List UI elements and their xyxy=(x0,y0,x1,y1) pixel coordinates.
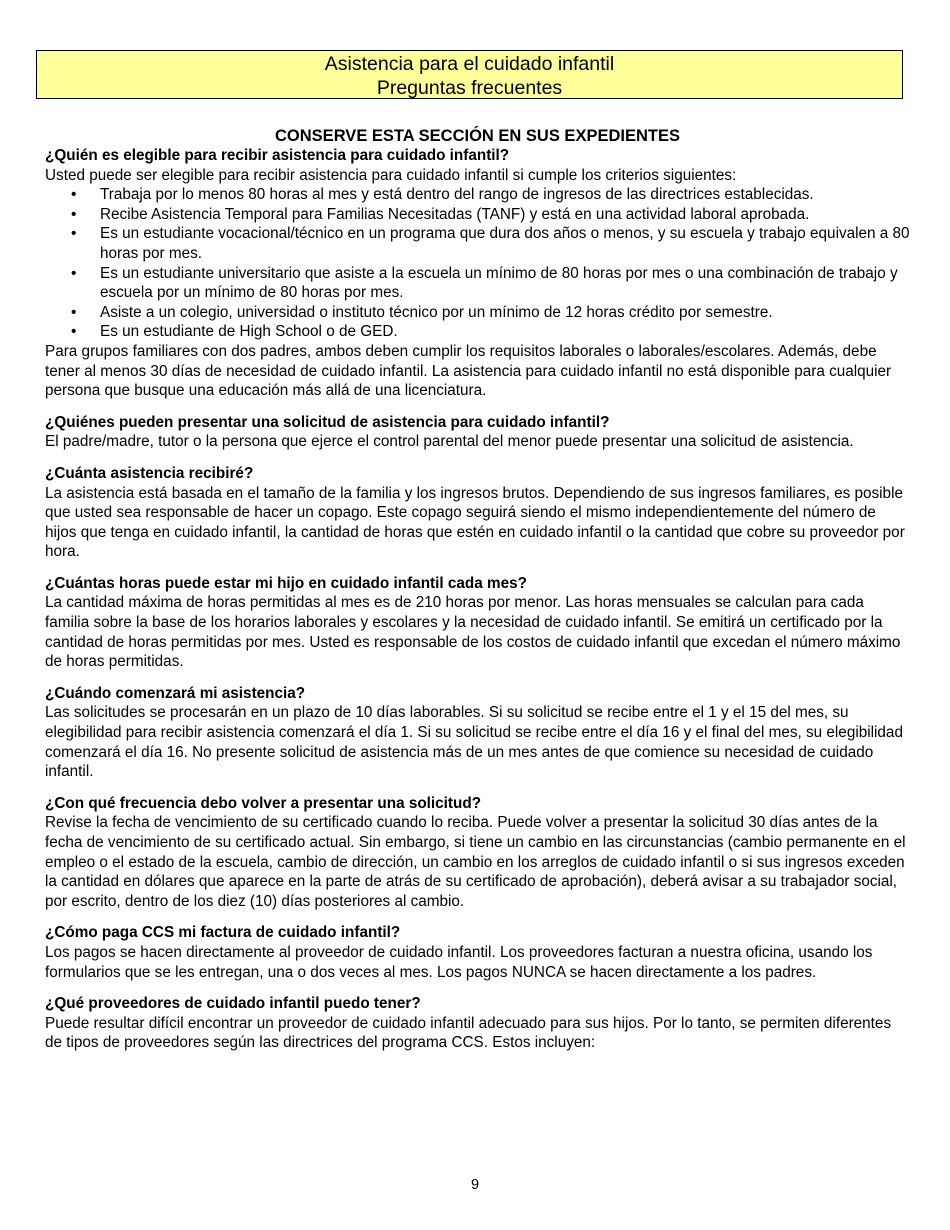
page-number: 9 xyxy=(470,1177,480,1193)
faq-answer: Los pagos se hacen directamente al proveedor de cuidado infantil. Los proveedores facturan a nuestra oficina, usando los formularios que se les entregan, una o dos veces al mes. Los pagos NUNCA se hacen directamente a los padres. xyxy=(45,943,873,981)
faq-intro: Usted puede ser elegible para recibir asistencia para cuidado infantil si cumple los criterios siguientes: xyxy=(45,166,737,184)
faq-answer: Puede resultar difícil encontrar un proveedor de cuidado infantil adecuado para sus hijos. Por lo tanto, se permiten diferentes de tipos de proveedores según las directrices del programa CCS. Estos incluyen: xyxy=(45,1014,892,1052)
title-box xyxy=(36,50,903,99)
list-item: • Es un estudiante de High School o de GED. xyxy=(71,323,398,341)
faq-question: ¿Quién es elegible para recibir asistencia para cuidado infantil? xyxy=(45,147,510,164)
faq-question: ¿Qué proveedores de cuidado infantil puedo tener? xyxy=(45,995,421,1013)
faq-question: ¿Quiénes pueden presentar una solicitud de asistencia para cuidado infantil? xyxy=(45,413,610,431)
faq-answer: El padre/madre, tutor o la persona que ejerce el control parental del menor puede presentar una solicitud de asistencia. xyxy=(45,433,854,451)
faq-question: ¿Con qué frecuencia debo volver a presentar una solicitud? xyxy=(45,794,482,812)
faq-section-reapply xyxy=(45,794,910,912)
eligibility-criteria-list xyxy=(45,185,910,342)
bullet-icon: • xyxy=(71,303,77,321)
faq-answer: La asistencia está basada en el tamaño de la familia y los ingresos brutos. Dependiendo de sus ingresos familiares, es posible que usted sea responsable de hacer un copago. Este copago seguirá siendo el mismo independientemente del número de hijos que tenga en cuidado infantil, la cantidad de horas que estén en cuidado infantil o la cantidad que cobre su proveedor por hora. xyxy=(45,484,905,561)
bullet-icon: • xyxy=(71,264,77,282)
faq-outro: Para grupos familiares con dos padres, ambos deben cumplir los requisitos laborales o laborales/escolares. Además, debe tener al menos 30 días de necesidad de cuidado infantil. La asistencia para cuidado infantil no está disponible para cualquier persona que busque una educación más allá de una licenciatura. xyxy=(45,342,892,400)
list-item: • Es un estudiante vocacional/técnico en un programa que dura dos años o menos, y su escuela y trabajo equivalen a 80 horas por mes. xyxy=(71,225,910,262)
list-item: • Trabaja por lo menos 80 horas al mes y está dentro del rango de ingresos de las directrices establecidas. xyxy=(71,186,814,204)
faq-question: ¿Cuánta asistencia recibiré? xyxy=(45,464,254,482)
title-line-2: Preguntas frecuentes xyxy=(376,77,563,99)
keep-section-notice: CONSERVE ESTA SECCIÓN EN SUS EXPEDIENTES xyxy=(275,127,680,145)
faq-section-payment xyxy=(45,923,910,982)
faq-section-eligibility xyxy=(45,146,910,401)
faq-question: ¿Cuándo comenzará mi asistencia? xyxy=(45,684,306,702)
faq-answer: La cantidad máxima de horas permitidas al mes es de 210 horas por menor. Las horas mensuales se calculan para cada familia sobre la base de los horarios laborales y escolares y la necesidad de cuidado infantil. Se emitirá un certificado por la cantidad de horas permitidas por mes. Usted es responsable de los costos de cuidado infantil que excedan el número máximo de horas permitidas. xyxy=(45,594,901,671)
list-item: • Asiste a un colegio, universidad o instituto técnico por un mínimo de 12 horas crédito por semestre. xyxy=(71,303,773,321)
list-item: • Recibe Asistencia Temporal para Familias Necesitadas (TANF) y está en una actividad laboral aprobada. xyxy=(71,205,810,223)
bullet-icon: • xyxy=(71,186,77,204)
faq-answer: Las solicitudes se procesarán en un plazo de 10 días laborables. Si su solicitud se recibe entre el 1 y el 15 del mes, su elegibilidad para recibir asistencia comenzará el día 1. Si su solicitud se recibe entre el día 16 y el final del mes, su elegibilidad comenzará el día 16. No presente solicitud de asistencia más de un mes antes de que comience su necesidad de cuidado infantil. xyxy=(45,704,903,781)
faq-answer: Revise la fecha de vencimiento de su certificado cuando lo reciba. Puede volver a presentar la solicitud 30 días antes de la fecha de vencimiento de su certificado actual. Sin embargo, si tiene un cambio en las circunstancias (cambio permanente en el empleo o el estado de la escuela, cambio de dirección, un cambio en los arreglos de cuidado infantil o si sus ingresos exceden la cantidad en dólares que aparece en la parte de atrás de su certificado de aprobación), deberá avisar a su trabajador social, por escrito, dentro de los diez (10) días posteriores al cambio. xyxy=(45,814,906,910)
list-item: • Es un estudiante universitario que asiste a la escuela un mínimo de 80 horas por mes o una combinación de trabajo y escuela por un mínimo de 80 horas por mes. xyxy=(71,264,898,302)
bullet-icon: • xyxy=(71,225,77,243)
faq-question: ¿Cómo paga CCS mi factura de cuidado infantil? xyxy=(45,924,401,942)
faq-section-amount xyxy=(45,464,910,562)
faq-question: ¿Cuántas horas puede estar mi hijo en cuidado infantil cada mes? xyxy=(45,574,527,592)
bullet-icon: • xyxy=(71,323,77,341)
faq-section-who-can-apply xyxy=(45,413,910,452)
bullet-icon: • xyxy=(71,205,77,223)
faq-section-start xyxy=(45,684,910,782)
document-body xyxy=(45,126,910,1065)
title-line-1: Asistencia para el cuidado infantil xyxy=(324,53,615,75)
faq-section-hours xyxy=(45,574,910,672)
faq-section-providers xyxy=(45,994,910,1053)
